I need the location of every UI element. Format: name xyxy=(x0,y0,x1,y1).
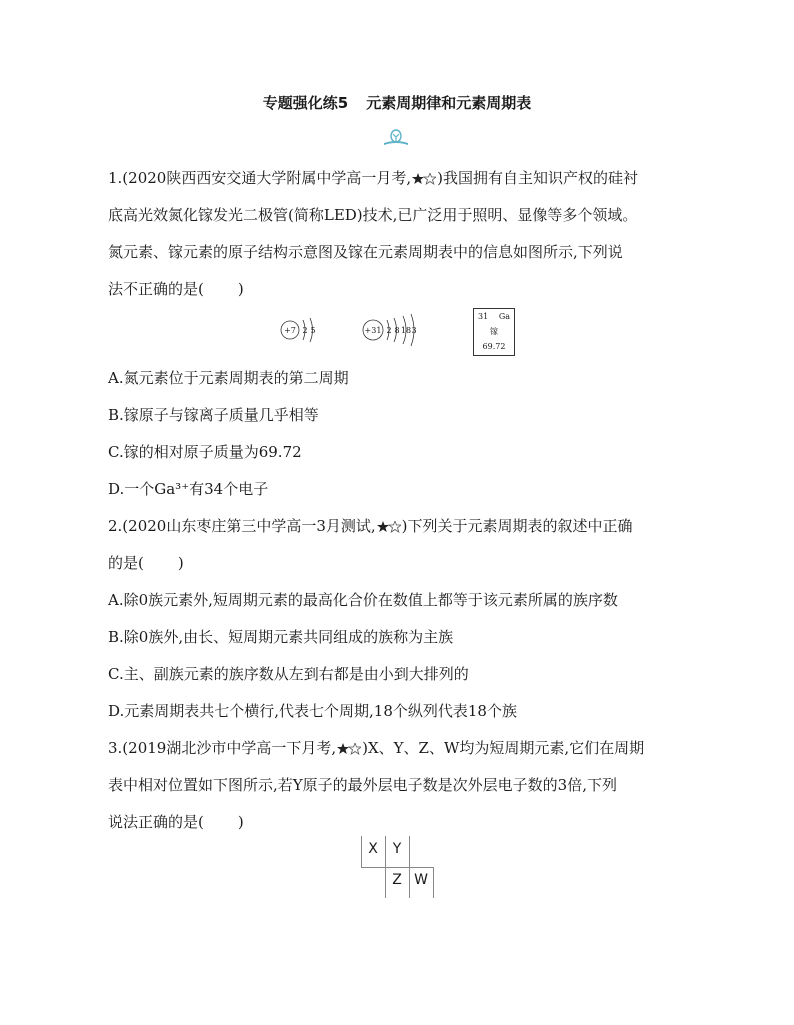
q1-option-b: B.镓原子与镓离子质量几乎相等 xyxy=(108,406,319,424)
difficulty-stars-icon xyxy=(377,521,401,533)
ga-nucleus-charge: +31 xyxy=(364,326,382,335)
q2-option-a: A.除0族元素外,短周期元素的最高化合价在数值上都等于该元素所属的族序数 xyxy=(108,591,618,609)
q2-option-d: D.元素周期表共七个横行,代表七个周期,18个纵列代表18个族 xyxy=(108,702,517,720)
q1-option-c: C.镓的相对原子质量为69.72 xyxy=(108,443,302,461)
n-shell-electrons: 2 xyxy=(302,326,308,335)
q3-line1: 3.(2019湖北沙市中学高一下月考, )X、Y、Z、W均为短周期元素,它们在周期 xyxy=(108,739,645,757)
grid-cell-y: Y xyxy=(392,841,402,857)
difficulty-stars-icon xyxy=(337,743,361,755)
grid-cell-x: X xyxy=(368,841,378,857)
title-part1: 专题强化练5 xyxy=(262,94,349,112)
ga-atomic-number: 31 xyxy=(478,312,489,321)
ga-symbol: Ga xyxy=(498,312,510,321)
q2-line2: 的是( ) xyxy=(108,554,184,572)
gallium-element-card xyxy=(473,308,515,356)
title-part2: 元素周期律和元素周期表 xyxy=(366,94,532,112)
book-logo-icon xyxy=(381,128,411,148)
q1-option-d: D.一个Ga³⁺有34个电子 xyxy=(108,480,269,498)
q1-option-a: A.氮元素位于元素周期表的第二周期 xyxy=(108,369,349,387)
q3-line3: 说法正确的是( ) xyxy=(108,813,244,831)
periodic-position-grid xyxy=(361,836,433,898)
grid-cell-w: W xyxy=(414,872,428,888)
q2-option-b: B.除0族外,由长、短周期元素共同组成的族称为主族 xyxy=(108,628,454,646)
nitrogen-atom-diagram xyxy=(281,318,316,342)
ga-name: 镓 xyxy=(490,327,498,336)
q3-line2: 表中相对位置如下图所示,若Y原子的最外层电子数是次外层电子数的3倍,下列 xyxy=(108,776,617,794)
q1-line3: 氮元素、镓元素的原子结构示意图及镓在元素周期表中的信息如图所示,下列说 xyxy=(108,243,623,261)
ga-shell-electrons: 2 xyxy=(386,326,392,335)
gallium-atom-diagram xyxy=(363,314,417,346)
q1-line4: 法不正确的是( ) xyxy=(108,280,244,298)
ga-shell-electrons: 8 xyxy=(394,326,400,335)
difficulty-stars-icon xyxy=(412,173,436,185)
q2-line1: 2.(2020山东枣庄第三中学高一3月测试, )下列关于元素周期表的叙述中正确 xyxy=(108,517,633,535)
ga-shell-electrons: 3 xyxy=(411,326,417,335)
page-title xyxy=(0,92,794,113)
n-shell-electrons: 5 xyxy=(310,326,316,335)
q2-option-c: C.主、副族元素的族序数从左到右都是由小到大排列的 xyxy=(108,665,469,683)
ga-mass: 69.72 xyxy=(482,342,506,351)
ga-shell-electrons: 18 xyxy=(400,326,412,335)
n-nucleus-charge: +7 xyxy=(284,326,296,335)
q1-line2: 底高光效氮化镓发光二极管(简称LED)技术,已广泛用于照明、显像等多个领域。 xyxy=(108,206,638,224)
q1-line1: 1.(2020陕西西安交通大学附属中学高一月考, )我国拥有自主知识产权的硅衬 xyxy=(108,169,638,187)
grid-cell-z: Z xyxy=(392,872,402,888)
